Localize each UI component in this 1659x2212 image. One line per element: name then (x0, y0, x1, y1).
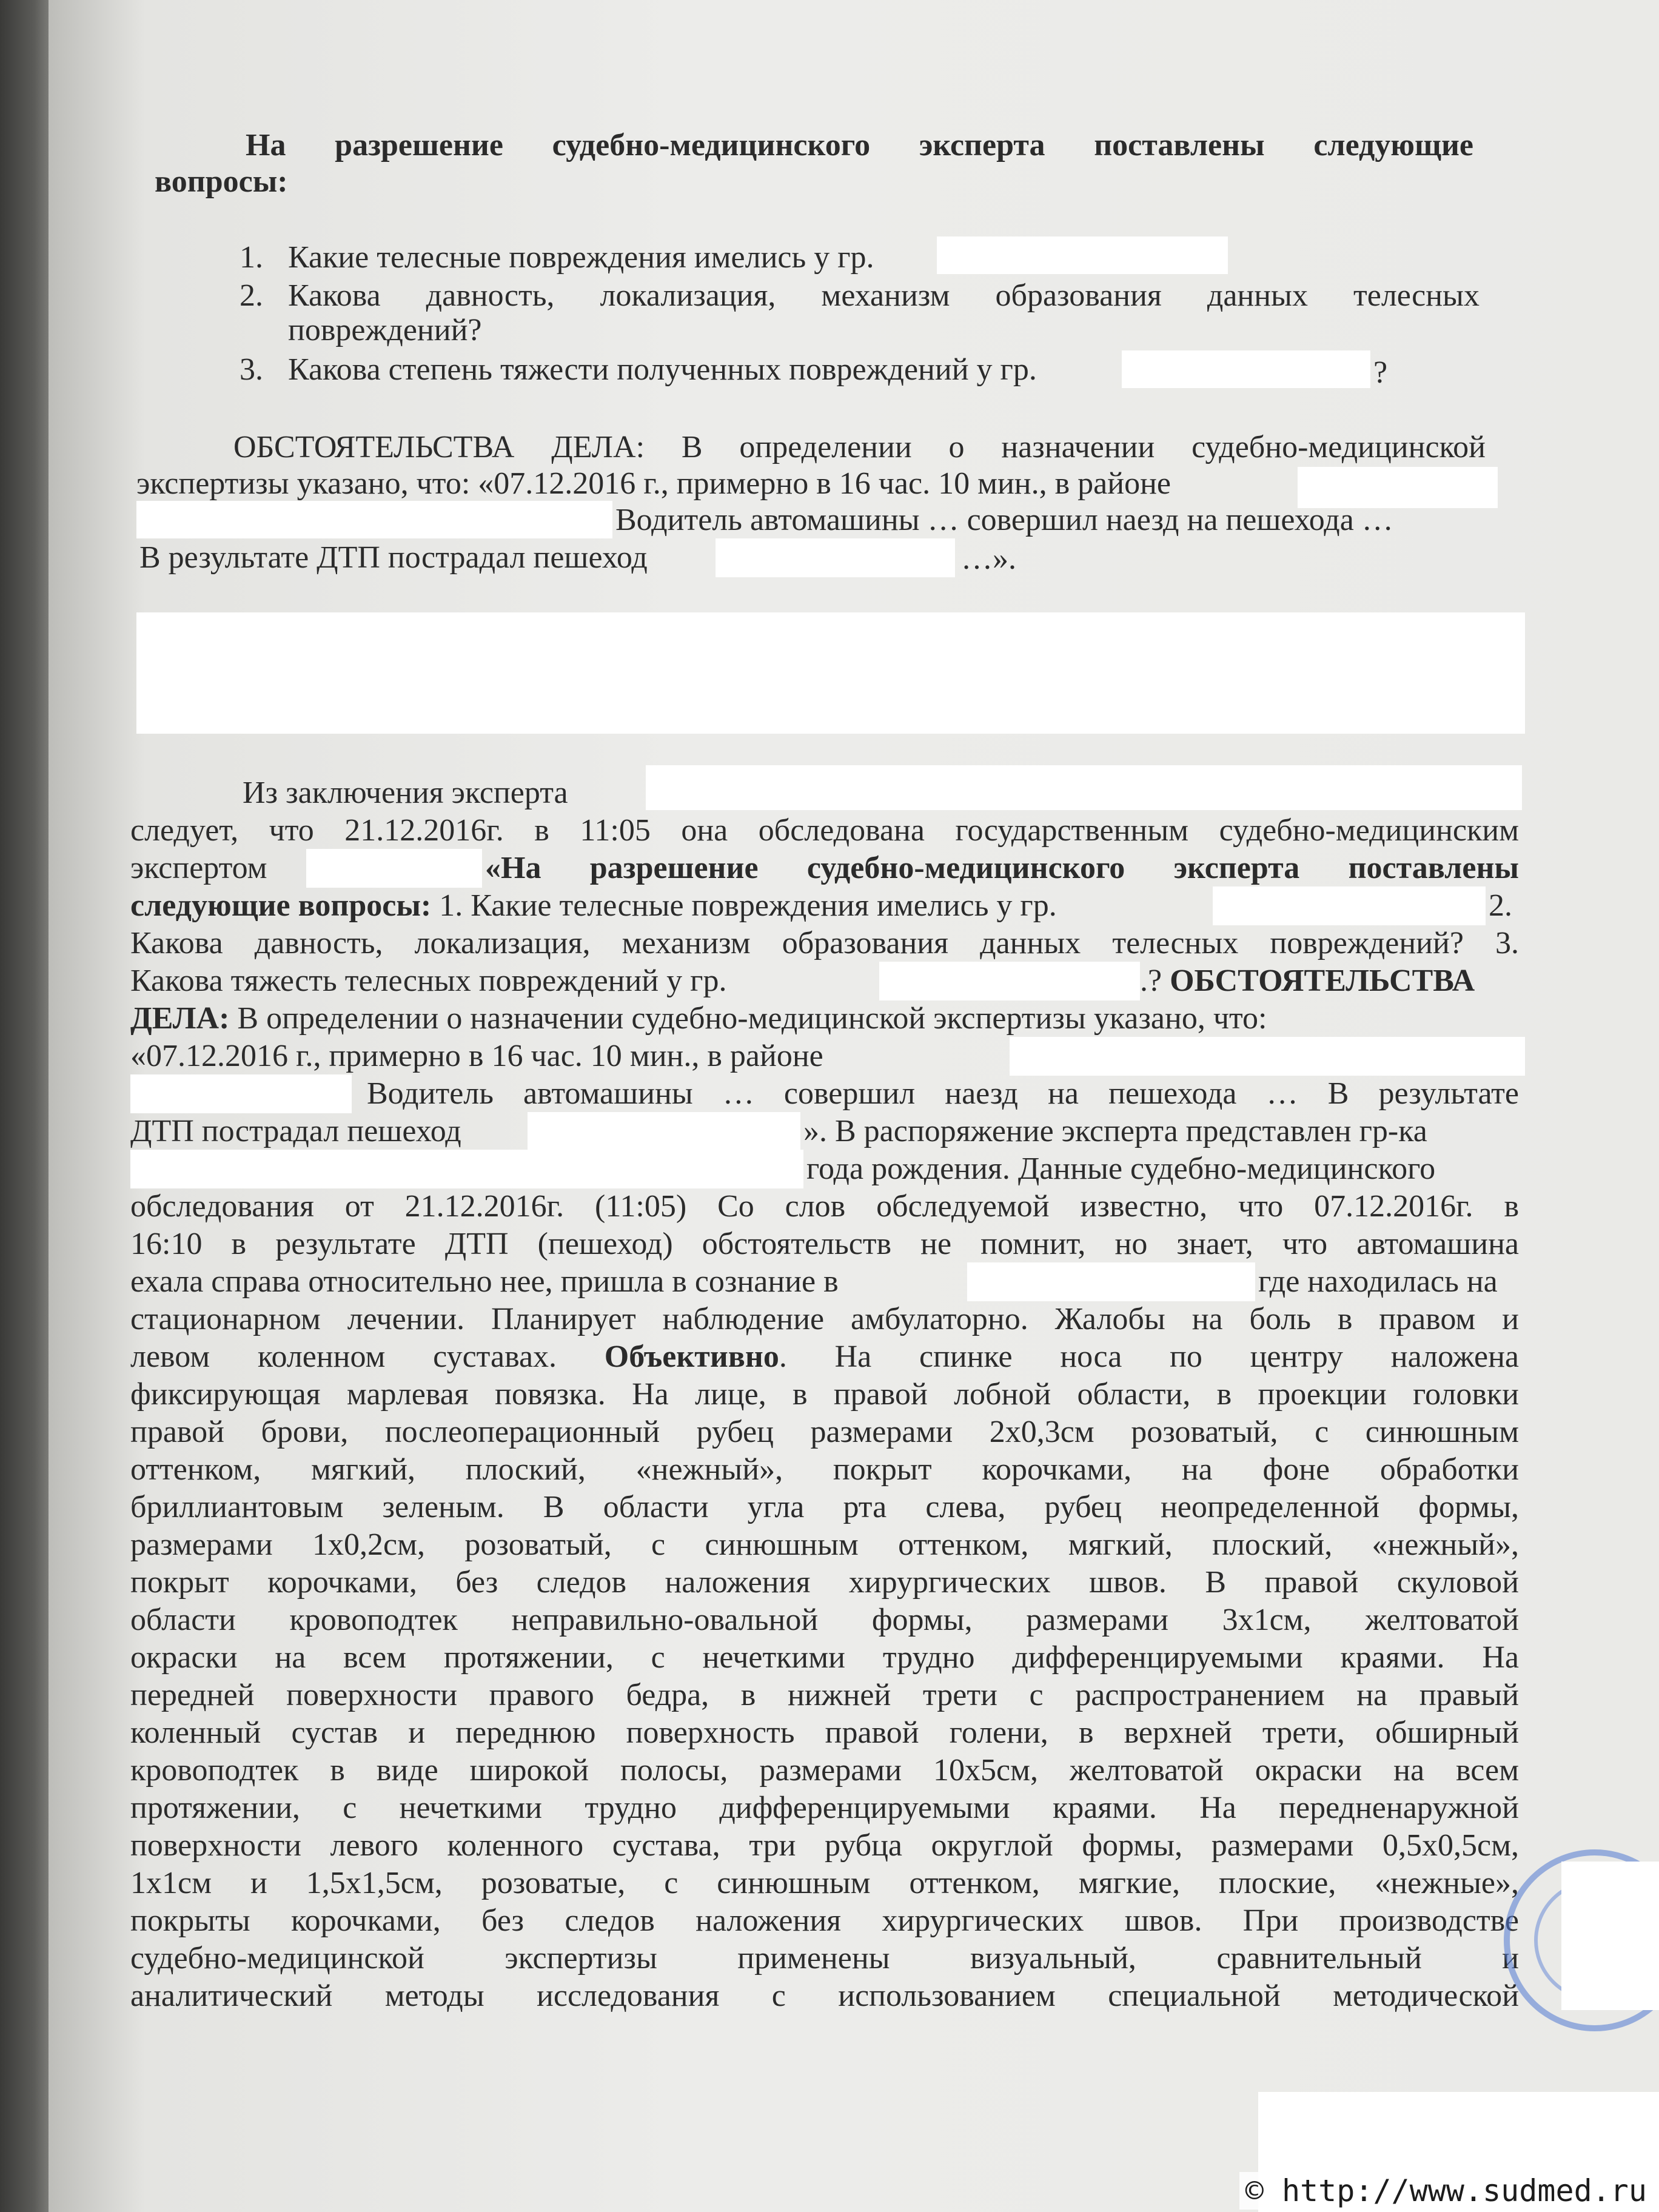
redaction (646, 765, 1522, 810)
body-line-23: области кровоподтек неправильно-овальной формы, размерами 3х1см, желтоватой (130, 1603, 1519, 1637)
circumstances-line-1: ОБСТОЯТЕЛЬСТВА ДЕЛА: В определении о назначении судебно-медицинской (233, 430, 1486, 464)
body-line-10-tail: ». В распоряжение эксперта представлен гр-ка (803, 1114, 1427, 1148)
text-fragment: 1. Какие телесные повреждения имелись у гр. (431, 888, 1057, 923)
body-line-4-tail: 2. (1489, 888, 1512, 923)
question-2-continued: повреждений? (288, 313, 482, 347)
body-line-6-tail (1140, 963, 1475, 999)
heading-line-2: вопросы: (155, 164, 288, 199)
redaction (1122, 350, 1370, 388)
redaction (130, 1074, 352, 1113)
redaction (937, 236, 1228, 274)
redaction (528, 1112, 800, 1151)
body-line-27: кровоподтек в виде широкой полосы, размерами 10х5см, желтоватой окраски на всем (130, 1753, 1519, 1788)
question-number: 1. (240, 240, 263, 275)
body-line-13: 16:10 в результате ДТП (пешеход) обстоятельств не помнит, но знает, что автомашина (130, 1227, 1519, 1261)
body-line-1: Из заключения эксперта (243, 776, 568, 810)
question-text: Какие телесные повреждения имелись у гр. (288, 240, 874, 275)
circumstances-line-3: Водитель автомашины … совершил наезд на пешехода … (615, 503, 1393, 537)
redaction (967, 1262, 1255, 1301)
text-fragment: левом коленном суставах. (130, 1339, 557, 1374)
body-line-32: судебно-медицинской экспертизы применены визуальный, сравнительный и (130, 1941, 1519, 1976)
body-line-14: ехала справа относительно нее, пришла в сознание в (130, 1264, 839, 1299)
body-line-28: протяжении, с нечеткими трудно дифференцируемыми краями. На передненаружной (130, 1791, 1519, 1825)
body-line-3-bold: «На разрешение судебно-медицинского эксперта поставлены (485, 851, 1519, 885)
body-line-24: окраски на всем протяжении, с нечеткими трудно дифференцируемыми краями. На (130, 1640, 1519, 1675)
body-line-33: аналитический методы исследования с использованием специальной методической (130, 1979, 1519, 2013)
body-line-16 (130, 1339, 1519, 1375)
body-line-5: Какова давность, локализация, механизм образования данных телесных повреждений? 3. (130, 926, 1519, 960)
circumstances-line-4: В результате ДТП пострадал пешеход (139, 540, 648, 575)
redaction-block (136, 612, 1525, 734)
text-fragment: . На спинке носа по центру наложена (779, 1339, 1520, 1374)
body-line-7 (130, 1000, 1267, 1037)
text-fragment: .? (1140, 964, 1162, 998)
body-line-6: Какова тяжесть телесных повреждений у гр. (130, 964, 727, 998)
body-line-30: 1х1см и 1,5х1,5см, розоватые, с синюшным оттенком, мягкие, плоские, «нежные», (130, 1866, 1519, 1900)
bold-fragment: ОБСТОЯТЕЛЬСТВА (1170, 964, 1475, 998)
body-line-12: обследования от 21.12.2016г. (11:05) Со слов обследуемой известно, что 07.12.2016г. в (130, 1189, 1519, 1224)
question-2 (240, 278, 1480, 314)
body-line-25: передней поверхности правого бедра, в нижней трети с распространением на правый (130, 1678, 1519, 1712)
bold-fragment: Объективно (604, 1339, 779, 1374)
question-text: Какова давность, локализация, механизм образования данных телесных (288, 278, 1480, 313)
redaction (306, 849, 482, 888)
body-line-2: следует, что 21.12.2016г. в 11:05 она обследована государственным судебно-медицинским (130, 813, 1519, 848)
site-watermark: © http://www.sudmed.ru (1239, 2172, 1653, 2210)
body-line-17: фиксирующая марлевая повязка. На лице, в правой лобной области, в проекции головки (130, 1377, 1519, 1412)
question-3 (240, 352, 1037, 388)
question-number: 3. (240, 352, 263, 387)
body-line-19: оттенком, мягкий, плоский, «нежный», покрыт корочками, на фоне обработки (130, 1452, 1519, 1487)
body-line-31: покрыты корочками, без следов наложения хирургических швов. При производстве (130, 1903, 1519, 1938)
body-line-10: ДТП пострадал пешеход (130, 1114, 461, 1148)
question-1 (240, 240, 874, 276)
circumstances-line-2: экспертизы указано, что: «07.12.2016 г., примерно в 16 час. 10 мин., в районе (136, 466, 1171, 501)
heading-line-1: На разрешение судебно-медицинского эксперта поставлены следующие (246, 128, 1473, 163)
body-line-29: поверхности левого коленного сустава, три рубца округлой формы, размерами 0,5х0,5см, (130, 1828, 1519, 1863)
redaction (1213, 886, 1486, 925)
bold-fragment: ДЕЛА: (130, 1001, 230, 1036)
body-line-20: бриллиантовым зеленым. В области угла рта слева, рубец неопределенной формы, (130, 1490, 1519, 1524)
question-number: 2. (240, 278, 263, 313)
body-line-3-pre: экспертом (130, 851, 267, 885)
redaction (879, 962, 1140, 1000)
body-line-14-tail: где находилась на (1258, 1264, 1498, 1299)
body-line-18: правой брови, послеоперационный рубец размерами 2х0,3см розоватый, с синюшным (130, 1415, 1519, 1449)
body-line-8: «07.12.2016 г., примерно в 16 час. 10 мин., в районе (130, 1039, 823, 1073)
question-text: Какова степень тяжести полученных повреждений у гр. (288, 352, 1037, 387)
body-line-9: Водитель автомашины … совершил наезд на пешехода … В результате (367, 1076, 1519, 1111)
body-line-15: стационарном лечении. Планирует наблюдение амбулаторно. Жалобы на боль в правом и (130, 1302, 1519, 1336)
bold-fragment: следующие вопросы: (130, 888, 432, 923)
body-line-11: года рождения. Данные судебно-медицинского (806, 1151, 1436, 1186)
body-line-22: покрыт корочками, без следов наложения хирургических швов. В правой скуловой (130, 1565, 1519, 1600)
body-line-4 (130, 888, 1057, 924)
redaction (716, 538, 955, 577)
redaction (130, 1150, 803, 1188)
redaction (1561, 1862, 1659, 2010)
body-line-21: размерами 1х0,2см, розоватый, с синюшным оттенком, мягкий, плоский, «нежный», (130, 1527, 1519, 1562)
body-line-26: коленный сустав и переднюю поверхность правой голени, в верхней трети, обширный (130, 1715, 1519, 1750)
redaction (1010, 1037, 1525, 1076)
circumstances-line-4-end: …». (961, 541, 1016, 576)
question-3-end: ? (1373, 355, 1388, 390)
redaction (136, 501, 612, 538)
text-fragment: В определении о назначении судебно-медицинской экспертизы указано, что: (229, 1001, 1267, 1036)
